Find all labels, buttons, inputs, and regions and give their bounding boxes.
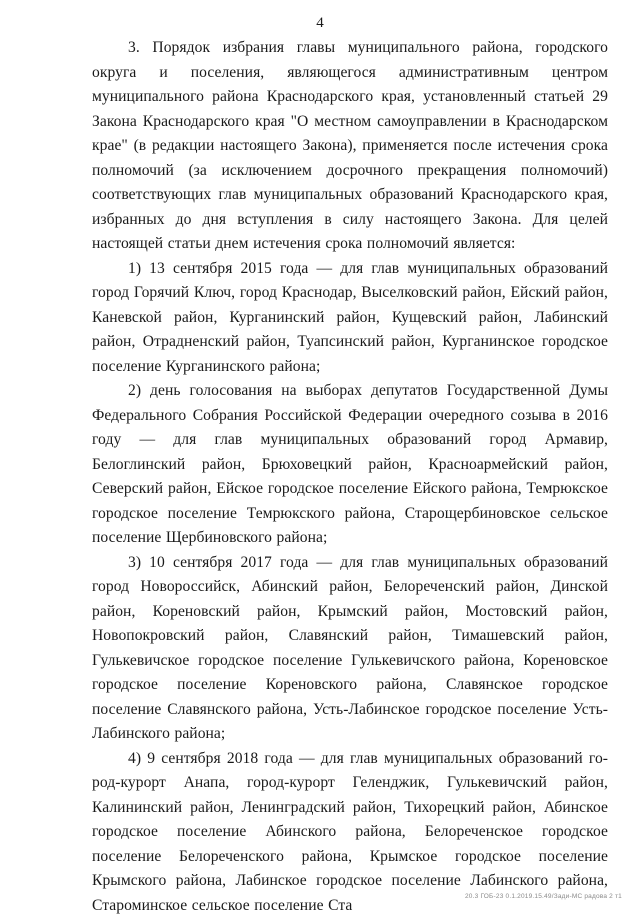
- document-body: [92, 36, 608, 918]
- list-item-2: 2) день голосования на выборах депутатов Государственной Думы Федерального Собрания Российской Федерации очередного созыва в 2016 году — для глав муниципальных образований город Армавир, Белоглинский район, Брюховецкий район, Красноармейский район, Северский район, Ейское городское поселение Ейского района, Темрюкское городское поселение Темрюкского района, Старощербиновское сельское поселение Щербиновского района;: [92, 379, 608, 551]
- list-item-3: 3) 10 сентября 2017 года — для глав муниципальных образований город Новороссийск, Абинский район, Белореченский район, Динской район, Кореновский район, Крымский район, Мостовский район, Новопокровский район, Славянский район, Тимашевский район, Гулькевичское городское поселение Гулькевичского района, Кореновское городское поселение Кореновского района, Славянское городское поселение Славянского района, Усть-Лабинское городское поселение Усть-Лабинского района;: [92, 551, 608, 747]
- list-item-1: 1) 13 сентября 2015 года — для глав муниципальных образований город Горячий Ключ, город Краснодар, Выселковский район, Ейский район, Каневской район, Курганинский район, Кущевский район, Лабинский район, Отрадненский район, Туапсинский район, Курганинское городское поселение Курганинского района;: [92, 257, 608, 380]
- list-item-4: 4) 9 сентября 2018 года — для глав муниципальных образований город-курорт Анапа, город-курорт Геленджик, Гулькевичский район, Калининский район, Ленинградский район, Тихорецкий район, Абинское городское поселение Абинского района, Белореченское городское поселение Белореченского района, Крымское городское поселение Крымского района, Лабинское городское поселение Лабинского района, Староминское сельское поселение Ста: [92, 747, 608, 918]
- footer-document-code: 20.3 ГОБ-23 0.1.2019.15.49/Зади-МС радова 2 т1: [465, 893, 622, 900]
- paragraph-article-3: 3. Порядок избрания главы муниципального района, городского округа и поселения, являющегося административным центром муниципального района Краснодарского края, установленный статьей 29 Закона Краснодарского края "О местном самоуправлении в Краснодарском крае" (в редакции настоящего Закона), применяется после истечения срока полномочий (за исключением досрочного прекращения полномочий) соответствующих глав муниципальных образований Краснодарского края, избранных до дня вступления в силу настоящего Закона. Для целей настоящей статьи днем истечения срока полномочий является:: [92, 36, 608, 257]
- page-number: 4: [0, 14, 640, 32]
